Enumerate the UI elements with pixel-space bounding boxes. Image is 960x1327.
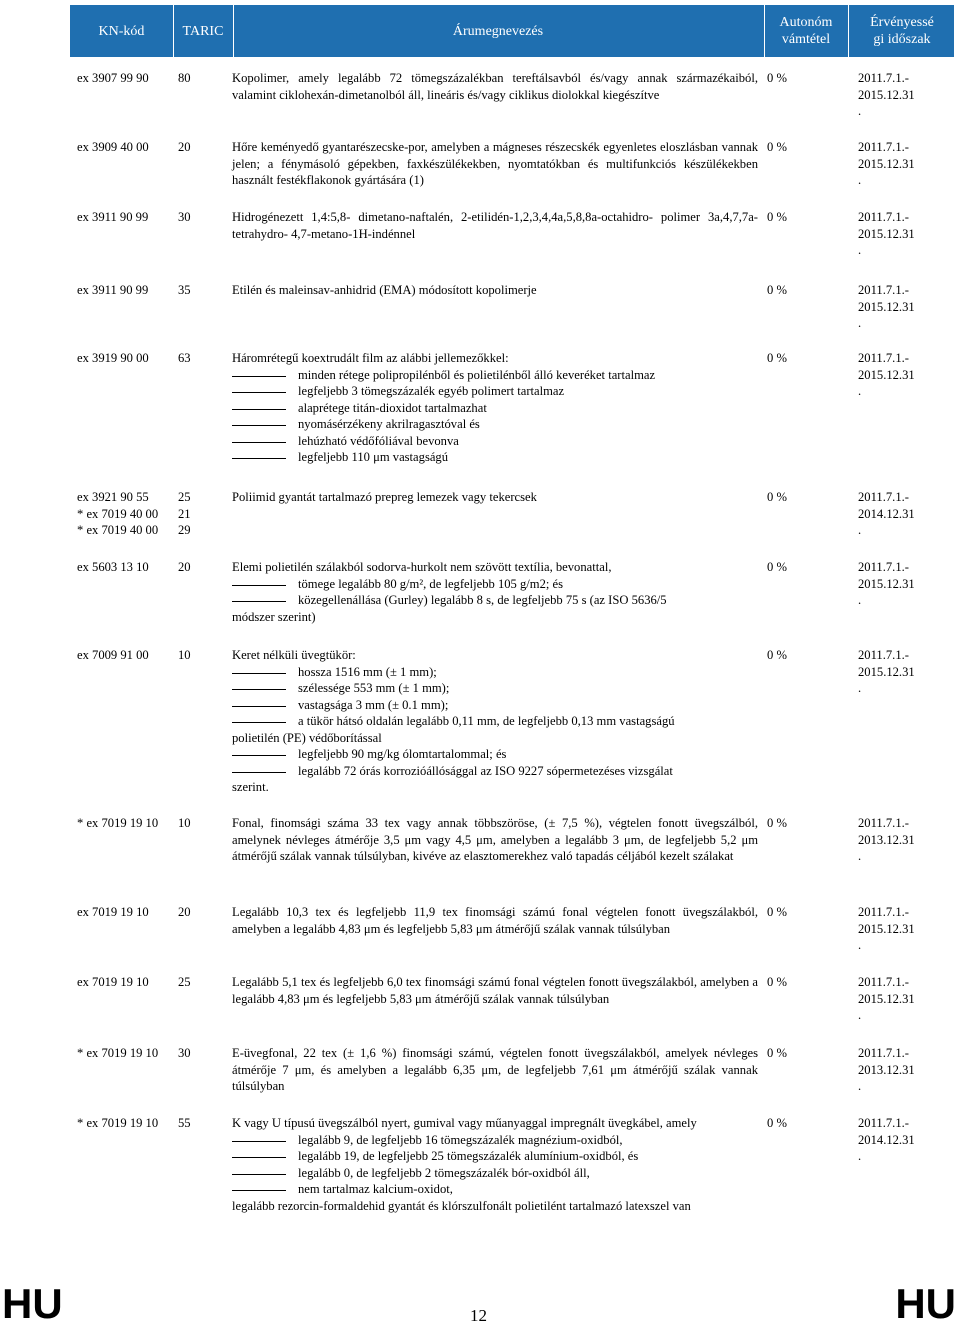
description-cell [232, 647, 758, 796]
description-cell [232, 815, 758, 865]
duty-rate-cell [767, 282, 827, 299]
taric-code: 55 [178, 1116, 191, 1130]
kn-code: ex 3907 99 90 [77, 71, 149, 85]
taric-code: 30 [178, 1046, 191, 1060]
taric-code: 20 [178, 140, 191, 154]
duty-rate-cell [767, 647, 827, 664]
taric-code-cell [178, 647, 218, 664]
taric-code: 20 [178, 560, 191, 574]
header-divider [173, 5, 174, 57]
validity-period: 2015.12.31 [858, 664, 915, 679]
kn-code: ex 7019 19 10 [77, 975, 149, 989]
duty-rate-cell [767, 904, 827, 921]
description-text: K vagy U típusú üvegszálból nyert, gumival vagy műanyaggal impregnált üvegkábel, amely [232, 1116, 697, 1130]
taric-code: 35 [178, 283, 191, 297]
description-cell [232, 350, 758, 466]
validity-period: 2011.7.1.- [858, 905, 909, 919]
em-dash-icon [232, 383, 298, 400]
validity-period: 2015.12.31 [858, 226, 915, 241]
duty-rate: 0 % [767, 490, 787, 504]
description-text: Legalább 5,1 tex és legfeljebb 6,0 tex finomsági számú fonal végtelen fonott üvegszálakból, amelyben a legalább 4,83 μm és legfeljebb 5,83 μm átmérőjű szálak vannak túlsúlyban [232, 975, 758, 1006]
validity-period: 2011.7.1.- [858, 560, 909, 574]
description-bullet [232, 383, 758, 400]
validity-period-cell [858, 282, 948, 332]
taric-code-cell [178, 209, 218, 226]
validity-period: . [858, 104, 862, 118]
duty-rate: 0 % [767, 905, 787, 919]
duty-rate: 0 % [767, 560, 787, 574]
kn-code-cell [77, 1045, 177, 1062]
validity-period: 2015.12.31 [858, 156, 915, 171]
duty-rate: 0 % [767, 283, 787, 297]
header-validity-line2: gi időszak [873, 32, 931, 47]
duty-rate-cell [767, 209, 827, 226]
validity-period: 2015.12.31 [858, 991, 915, 1006]
duty-rate-cell [767, 139, 827, 156]
kn-code-cell [77, 647, 177, 664]
bullet-text: nem tartalmaz kalcium-oxidot, [298, 1182, 453, 1196]
bullet-text: tömege legalább 80 g/m², de legfeljebb 105 g/m2; és [298, 576, 564, 591]
header-rate-line1: Autonóm [779, 15, 833, 30]
description-text: E-üvegfonal, 22 tex (± 1,6 %) finomsági számú, végtelen fonott üvegszálakból, amelyek névleges átmérője 7 μm, és amelyben a legalább 6,35 μm, de legfeljebb 7,61 μm átmérőjű szálak vannak túlsúlyban [232, 1046, 758, 1093]
bullet-text: legfeljebb 110 μm vastagságú [298, 450, 449, 464]
header-validity-line1: Érvényessé [870, 15, 934, 30]
description-text: Etilén és maleinsav-anhidrid (EMA) módosított kopolimerje [232, 283, 537, 297]
kn-code: ex 3911 90 99 [77, 283, 149, 297]
description-bullet [232, 1165, 758, 1182]
taric-code-cell [178, 489, 218, 539]
kn-code: * ex 7019 19 10 [77, 1116, 159, 1130]
kn-code-cell [77, 139, 177, 156]
em-dash-icon [232, 367, 298, 384]
duty-rate: 0 % [767, 648, 787, 662]
duty-rate-cell [767, 70, 827, 87]
bullet-text: a tükör hátsó oldalán legalább 0,11 mm, de legfeljebb 0,13 mm vastagságú [298, 714, 675, 728]
footer-language-right: HU [895, 1280, 956, 1327]
taric-code: 21 [178, 506, 191, 521]
description-continuation: polietilén (PE) védőborítással [232, 730, 382, 745]
validity-period: 2013.12.31 [858, 1062, 915, 1077]
validity-period: . [858, 938, 862, 952]
header-taric: TARIC [182, 23, 224, 39]
validity-period-cell [858, 647, 948, 697]
description-cell [232, 70, 758, 103]
validity-period: 2015.12.31 [858, 367, 915, 382]
description-bullet [232, 1148, 758, 1165]
taric-code-cell [178, 815, 218, 832]
description-bullet [232, 1132, 758, 1149]
validity-period: . [858, 523, 862, 537]
description-text: Legalább 10,3 tex és legfeljebb 11,9 tex finomsági számú fonal végtelen fonott üvegszálakból, amelyben a legalább 4,83 μm és legfeljebb 5,83 μm átmérőjű szálak vannak túlsúlyban [232, 905, 758, 936]
duty-rate-cell [767, 489, 827, 506]
duty-rate-cell [767, 815, 827, 832]
validity-period: . [858, 243, 862, 257]
description-text: Háromrétegű koextrudált film az alábbi jellemezőkkel: [232, 351, 509, 365]
validity-period: 2015.12.31 [858, 299, 915, 314]
validity-period: 2011.7.1.- [858, 490, 909, 504]
em-dash-icon [232, 1165, 298, 1182]
footer-language-left: HU [2, 1280, 63, 1327]
kn-code-cell [77, 815, 177, 832]
validity-period: 2011.7.1.- [858, 71, 909, 85]
em-dash-icon [232, 1148, 298, 1165]
bullet-text: legfeljebb 3 tömegszázalék egyéb polimert tartalmaz [298, 384, 565, 398]
header-validity [850, 5, 954, 57]
description-text: Keret nélküli üvegtükör: [232, 648, 356, 662]
description-text: Hidrogénezett 1,4:5,8- dimetano-naftalén, 2-etilidén-1,2,3,4,4a,5,8,8a-octahidro- polimer 3a,4,7,7a- tetrahydro- 4,7-metano-1H-indénnel [232, 210, 758, 241]
description-text: Fonal, finomsági száma 33 tex vagy annak többszöröse, (± 7,5 %), végtelen fonott üvegszálból, amelynek névleges átmérője 3,5 μm vagy 4,5 μm, amelyben a legalább 3 μm, de legfeljebb 5,2 μm átmérőjű szálak vannak túlsúlyban, kivéve az elasztomerekhez való tapadás céljából kezelt szálakat [232, 816, 758, 863]
validity-period: 2014.12.31 [858, 506, 915, 521]
bullet-text: szélessége 553 mm (± 1 mm); [298, 681, 450, 695]
validity-period: . [858, 1008, 862, 1022]
description-text: Elemi polietilén szálakból sodorva-hurkolt nem szövött textília, bevonattal, [232, 560, 612, 574]
kn-code-cell [77, 974, 177, 991]
description-cell [232, 209, 758, 242]
description-bullet [232, 713, 758, 730]
em-dash-icon [232, 400, 298, 417]
validity-period: 2011.7.1.- [858, 140, 909, 154]
validity-period: 2014.12.31 [858, 1132, 915, 1147]
duty-rate: 0 % [767, 1046, 787, 1060]
validity-period: 2011.7.1.- [858, 648, 909, 662]
validity-period-cell [858, 139, 948, 189]
description-cell [232, 974, 758, 1007]
validity-period: . [858, 1079, 862, 1093]
validity-period-cell [858, 350, 948, 400]
description-cell [232, 904, 758, 937]
description-cell [232, 139, 758, 189]
description-continuation: szerint. [232, 780, 269, 794]
description-cell [232, 282, 758, 299]
description-bullet [232, 697, 758, 714]
duty-rate: 0 % [767, 71, 787, 85]
description-bullet [232, 416, 758, 433]
header-description: Árumegnevezés [452, 23, 544, 39]
validity-period: 2011.7.1.- [858, 1046, 909, 1060]
duty-rate: 0 % [767, 975, 787, 989]
kn-code: ex 7009 91 00 [77, 648, 149, 662]
duty-rate-cell [767, 974, 827, 991]
duty-rate-cell [767, 1045, 827, 1062]
description-text: Hőre keményedő gyantarészecske-por, amelyben a mágneses részecskék egyenletes eloszlásban vannak jelen; a fénymásoló gépekben, faxkészülékekben, nyomtatókban és multifunkciós készülékekben használt festékflakonok gyártására (1) [232, 140, 758, 187]
kn-code-cell [77, 489, 177, 539]
description-cell [232, 489, 758, 506]
bullet-text: hossza 1516 mm (± 1 mm); [298, 664, 437, 679]
description-continuation: legalább rezorcin-formaldehid gyantát és klórszulfonált polietilént tartalmazó latexszel van [232, 1198, 691, 1213]
bullet-text: legfeljebb 90 mg/kg ólomtartalommal; és [298, 747, 507, 761]
duty-rate-cell [767, 1115, 827, 1132]
validity-period-cell [858, 1045, 948, 1095]
description-continuation: módszer szerint) [232, 609, 316, 624]
kn-code-cell [77, 209, 177, 226]
em-dash-icon [232, 433, 298, 450]
kn-code: ex 7019 19 10 [77, 905, 149, 919]
duty-rate-cell [767, 559, 827, 576]
taric-code: 63 [178, 351, 191, 365]
taric-code: 29 [178, 523, 191, 537]
validity-period: 2011.7.1.- [858, 351, 909, 365]
taric-code: 10 [178, 816, 191, 830]
duty-rate: 0 % [767, 140, 787, 154]
taric-code-cell [178, 70, 218, 87]
em-dash-icon [232, 449, 298, 466]
description-cell [232, 1045, 758, 1095]
em-dash-icon [232, 1181, 298, 1198]
taric-code-cell [178, 139, 218, 156]
em-dash-icon [232, 680, 298, 697]
bullet-text: közegellenállása (Gurley) legalább 8 s, de legfeljebb 75 s (az ISO 5636/5 [298, 593, 667, 607]
validity-period: 2015.12.31 [858, 87, 915, 102]
description-bullet [232, 433, 758, 450]
em-dash-icon [232, 592, 298, 609]
duty-rate: 0 % [767, 1116, 787, 1130]
duty-rate: 0 % [767, 351, 787, 365]
header-kn: KN-kód [98, 23, 145, 39]
kn-code-cell [77, 282, 177, 299]
kn-code: ex 3919 90 00 [77, 351, 149, 365]
kn-code: ex 3921 90 55 [77, 490, 149, 504]
validity-period: . [858, 384, 862, 398]
description-text: Poliimid gyantát tartalmazó prepreg lemezek vagy tekercsek [232, 490, 537, 504]
validity-period: . [858, 681, 862, 695]
duty-rate-cell [767, 350, 827, 367]
bullet-text: vastagsága 3 mm (± 0.1 mm); [298, 697, 449, 712]
kn-code-cell [77, 70, 177, 87]
description-text: Kopolimer, amely legalább 72 tömegszázalékban tereftálsavból és/vagy annak származékaiból, valamint ciklohexán-dimetanolból áll, lineáris és/vagy ciklikus diolokkal kiegészítve [232, 71, 758, 102]
validity-period: 2015.12.31 [858, 921, 915, 936]
validity-period-cell [858, 904, 948, 954]
validity-period-cell [858, 209, 948, 259]
validity-period: 2011.7.1.- [858, 1116, 909, 1130]
description-bullet [232, 680, 758, 697]
taric-code-cell [178, 974, 218, 991]
validity-period: 2011.7.1.- [858, 283, 909, 297]
kn-code: ex 3909 40 00 [77, 140, 149, 154]
kn-code-cell [77, 1115, 177, 1132]
taric-code-cell [178, 1115, 218, 1132]
table-header [70, 5, 954, 57]
bullet-text: legalább 72 órás korrozióállósággal az ISO 9227 sópermetezéses vizsgálat [298, 763, 673, 778]
description-bullet [232, 746, 758, 763]
duty-rate: 0 % [767, 210, 787, 224]
validity-period: 2015.12.31 [858, 576, 915, 591]
em-dash-icon [232, 746, 298, 763]
bullet-text: legalább 19, de legfeljebb 25 tömegszázalék alumínium-oxidból, és [298, 1149, 639, 1163]
bullet-text: minden rétege polipropilénből és polietilénből álló keveréket tartalmaz [298, 367, 656, 382]
kn-code: ex 5603 13 10 [77, 560, 149, 574]
em-dash-icon [232, 713, 298, 730]
bullet-text: legalább 9, de legfeljebb 16 tömegszázalék magnézium-oxidból, [298, 1132, 623, 1147]
em-dash-icon [232, 416, 298, 433]
description-bullet [232, 1181, 758, 1198]
taric-code: 30 [178, 210, 191, 224]
bullet-text: nyomásérzékeny akrilragasztóval és [298, 417, 480, 431]
validity-period-cell [858, 70, 948, 120]
description-bullet [232, 367, 758, 384]
description-bullet [232, 592, 758, 609]
description-bullet [232, 576, 758, 593]
validity-period: 2011.7.1.- [858, 975, 909, 989]
header-rate [765, 5, 847, 57]
description-bullet [232, 763, 758, 780]
description-cell [232, 559, 758, 625]
header-divider [233, 5, 234, 57]
taric-code-cell [178, 904, 218, 921]
taric-code-cell [178, 350, 218, 367]
kn-code: * ex 7019 40 00 [77, 506, 159, 521]
taric-code: 20 [178, 905, 191, 919]
em-dash-icon [232, 1132, 298, 1149]
validity-period-cell [858, 815, 948, 865]
kn-code-cell [77, 559, 177, 576]
validity-period: . [858, 593, 862, 607]
validity-period: . [858, 1149, 862, 1163]
validity-period-cell [858, 974, 948, 1024]
em-dash-icon [232, 697, 298, 714]
kn-code: * ex 7019 19 10 [77, 816, 159, 830]
kn-code-cell [77, 904, 177, 921]
taric-code: 25 [178, 975, 191, 989]
taric-code-cell [178, 559, 218, 576]
taric-code-cell [178, 1045, 218, 1062]
description-bullet [232, 400, 758, 417]
validity-period: 2011.7.1.- [858, 210, 909, 224]
em-dash-icon [232, 576, 298, 593]
validity-period-cell [858, 489, 948, 539]
em-dash-icon [232, 763, 298, 780]
bullet-text: alaprétege titán-dioxidot tartalmazhat [298, 400, 487, 415]
taric-code: 25 [178, 490, 191, 504]
taric-code: 10 [178, 648, 191, 662]
description-cell [232, 1115, 758, 1214]
validity-period: . [858, 849, 862, 863]
header-rate-line2: vámtétel [781, 32, 831, 47]
bullet-text: legalább 0, de legfeljebb 2 tömegszázalék bór-oxidból áll, [298, 1165, 590, 1180]
page-number: 12 [470, 1306, 487, 1325]
kn-code: * ex 7019 19 10 [77, 1046, 159, 1060]
validity-period: 2011.7.1.- [858, 816, 909, 830]
kn-code: ex 3911 90 99 [77, 210, 149, 224]
taric-code: 80 [178, 71, 191, 85]
validity-period: . [858, 173, 862, 187]
validity-period-cell [858, 559, 948, 609]
kn-code-cell [77, 350, 177, 367]
taric-code-cell [178, 282, 218, 299]
header-divider [848, 5, 849, 57]
description-bullet [232, 664, 758, 681]
em-dash-icon [232, 664, 298, 681]
header-divider [764, 5, 765, 57]
validity-period: . [858, 316, 862, 330]
description-bullet [232, 449, 758, 466]
validity-period-cell [858, 1115, 948, 1165]
kn-code: * ex 7019 40 00 [77, 523, 159, 537]
bullet-text: lehúzható védőfóliával bevonva [298, 433, 459, 448]
duty-rate: 0 % [767, 816, 787, 830]
validity-period: 2013.12.31 [858, 832, 915, 847]
